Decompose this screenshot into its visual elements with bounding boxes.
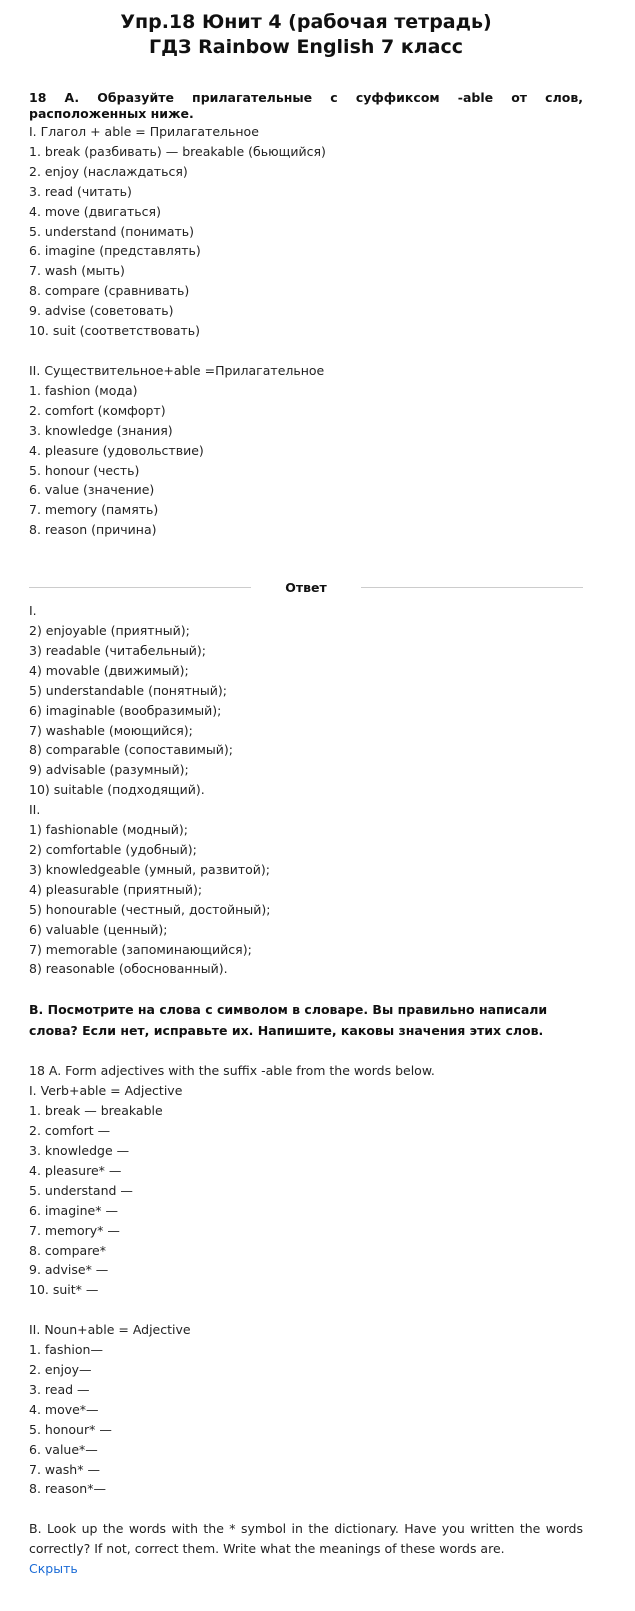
task-a-part-2 xyxy=(29,361,583,540)
list-item: 7) washable (моющийся); xyxy=(29,722,193,738)
list-item: 10) suitable (подходящий). xyxy=(29,782,205,798)
list-item: 4. move (двигаться) xyxy=(29,203,161,219)
page-title-line-1: Упр.18 Юнит 4 (рабочая тетрадь) xyxy=(120,11,492,33)
list-item: 6) imaginable (вообразимый); xyxy=(29,702,222,718)
list-item: 7) memorable (запоминающийся); xyxy=(29,941,252,957)
list-item: 6) valuable (ценный); xyxy=(29,921,168,937)
spacer xyxy=(29,341,583,361)
list-item: 5. honour* — xyxy=(29,1421,112,1437)
task-a-part-1-title: I. Глагол + able = Прилагательное xyxy=(29,124,259,139)
list-item: 1. fashion (мода) xyxy=(29,382,138,398)
list-item: 3. read (читать) xyxy=(29,183,132,199)
english-task xyxy=(29,1061,583,1559)
list-item: 8. reason*— xyxy=(29,1481,106,1497)
list-item: 9) advisable (разумный); xyxy=(29,762,189,778)
spacer xyxy=(29,979,583,991)
answer-part-1-title: I. xyxy=(29,603,37,619)
task-a-part-1 xyxy=(29,122,583,341)
list-item: 6. imagine* — xyxy=(29,1202,118,1218)
list-item: 8. reason (причина) xyxy=(29,522,157,538)
list-item: 3. knowledge — xyxy=(29,1142,130,1158)
list-item: 7. memory* — xyxy=(29,1222,120,1238)
english-task-b: B. Look up the words with the * symbol in the dictionary. Have you written the words correctly? If not, correct them. Write what the meanings of these words are. xyxy=(29,1521,583,1557)
divider-line-left xyxy=(29,587,251,588)
list-item: 6. imagine (представлять) xyxy=(29,243,201,259)
list-item: 6. value*— xyxy=(29,1441,98,1457)
list-item: 10. suit* — xyxy=(29,1282,99,1298)
list-item: 7. wash* — xyxy=(29,1461,100,1477)
list-item: 3) readable (читабельный); xyxy=(29,642,207,658)
list-item: 2. enjoy (наслаждаться) xyxy=(29,163,188,179)
list-item: 8. compare* xyxy=(29,1242,106,1258)
list-item: 8. compare (сравнивать) xyxy=(29,283,190,299)
answer-part-2-title: II. xyxy=(29,802,41,818)
list-item: 4) movable (движимый); xyxy=(29,662,189,678)
english-heading: 18 A. Form adjectives with the suffix -able from the words below. xyxy=(29,1063,435,1079)
spacer xyxy=(29,1041,583,1061)
list-item: 2. enjoy— xyxy=(29,1362,92,1378)
answer-part-2 xyxy=(29,800,583,979)
task-b-heading: B. Посмотрите на слова с символом в словаре. Вы правильно написали слова? Если нет, исправьте их. Напишите, каковы значения этих слов. xyxy=(29,1002,548,1039)
spacer xyxy=(29,1499,583,1519)
list-item: 2. comfort (комфорт) xyxy=(29,402,166,418)
list-item: 2) comfortable (удобный); xyxy=(29,842,197,857)
answer-label: Ответ xyxy=(285,580,327,596)
list-item: 3) knowledgeable (умный, развитой); xyxy=(29,861,270,877)
list-item: 9. advise* — xyxy=(29,1262,109,1278)
answer-part-1 xyxy=(29,601,583,800)
list-item: 3. read — xyxy=(29,1381,90,1397)
page-title-line-2: ГДЗ Rainbow English 7 класс xyxy=(148,36,464,58)
list-item: 8) reasonable (обоснованный). xyxy=(29,961,228,977)
list-item: 5. understand (понимать) xyxy=(29,223,195,239)
list-item: 10. suit (соответствовать) xyxy=(29,323,201,339)
list-item: 7. memory (память) xyxy=(29,502,159,518)
list-item: 1. break — breakable xyxy=(29,1103,163,1119)
list-item: 7. wash (мыть) xyxy=(29,263,125,279)
list-item: 4. pleasure* — xyxy=(29,1162,122,1178)
list-item: 4. pleasure (удовольствие) xyxy=(29,442,204,458)
hide-link[interactable]: Скрыть xyxy=(29,1561,78,1577)
list-item: 5) honourable (честный, достойный); xyxy=(29,901,271,917)
list-item: 5) understandable (понятный); xyxy=(29,682,227,698)
list-item: 5. honour (честь) xyxy=(29,462,140,478)
english-part-2-title: II. Noun+able = Adjective xyxy=(29,1322,191,1338)
list-item: 6. value (значение) xyxy=(29,482,155,498)
list-item: 8) comparable (сопоставимый); xyxy=(29,742,233,758)
list-item: 4. move*— xyxy=(29,1401,99,1417)
answer-divider xyxy=(29,580,583,595)
list-item: 2. comfort — xyxy=(29,1123,111,1139)
list-item: 1) fashionable (модный); xyxy=(29,822,188,838)
divider-line-right xyxy=(361,587,583,588)
list-item: 2) enjoyable (приятный); xyxy=(29,623,190,639)
list-item: 1. break (разбивать) — breakable (бьющийся) xyxy=(29,143,326,159)
list-item: 1. fashion— xyxy=(29,1342,103,1358)
task-a-part-2-title: II. Существительное+able =Прилагательное xyxy=(29,362,325,378)
list-item: 9. advise (советовать) xyxy=(29,303,174,319)
list-item: 4) pleasurable (приятный); xyxy=(29,881,203,897)
english-part-1-title: I. Verb+able = Adjective xyxy=(29,1083,183,1099)
spacer xyxy=(29,1300,583,1320)
task-a-heading: 18 A. Образуйте прилагательные с суффиксом -able от слов, расположенных ниже. xyxy=(29,90,583,121)
list-item: 5. understand — xyxy=(29,1182,133,1198)
page-title xyxy=(29,10,583,60)
list-item: 3. knowledge (знания) xyxy=(29,422,173,438)
